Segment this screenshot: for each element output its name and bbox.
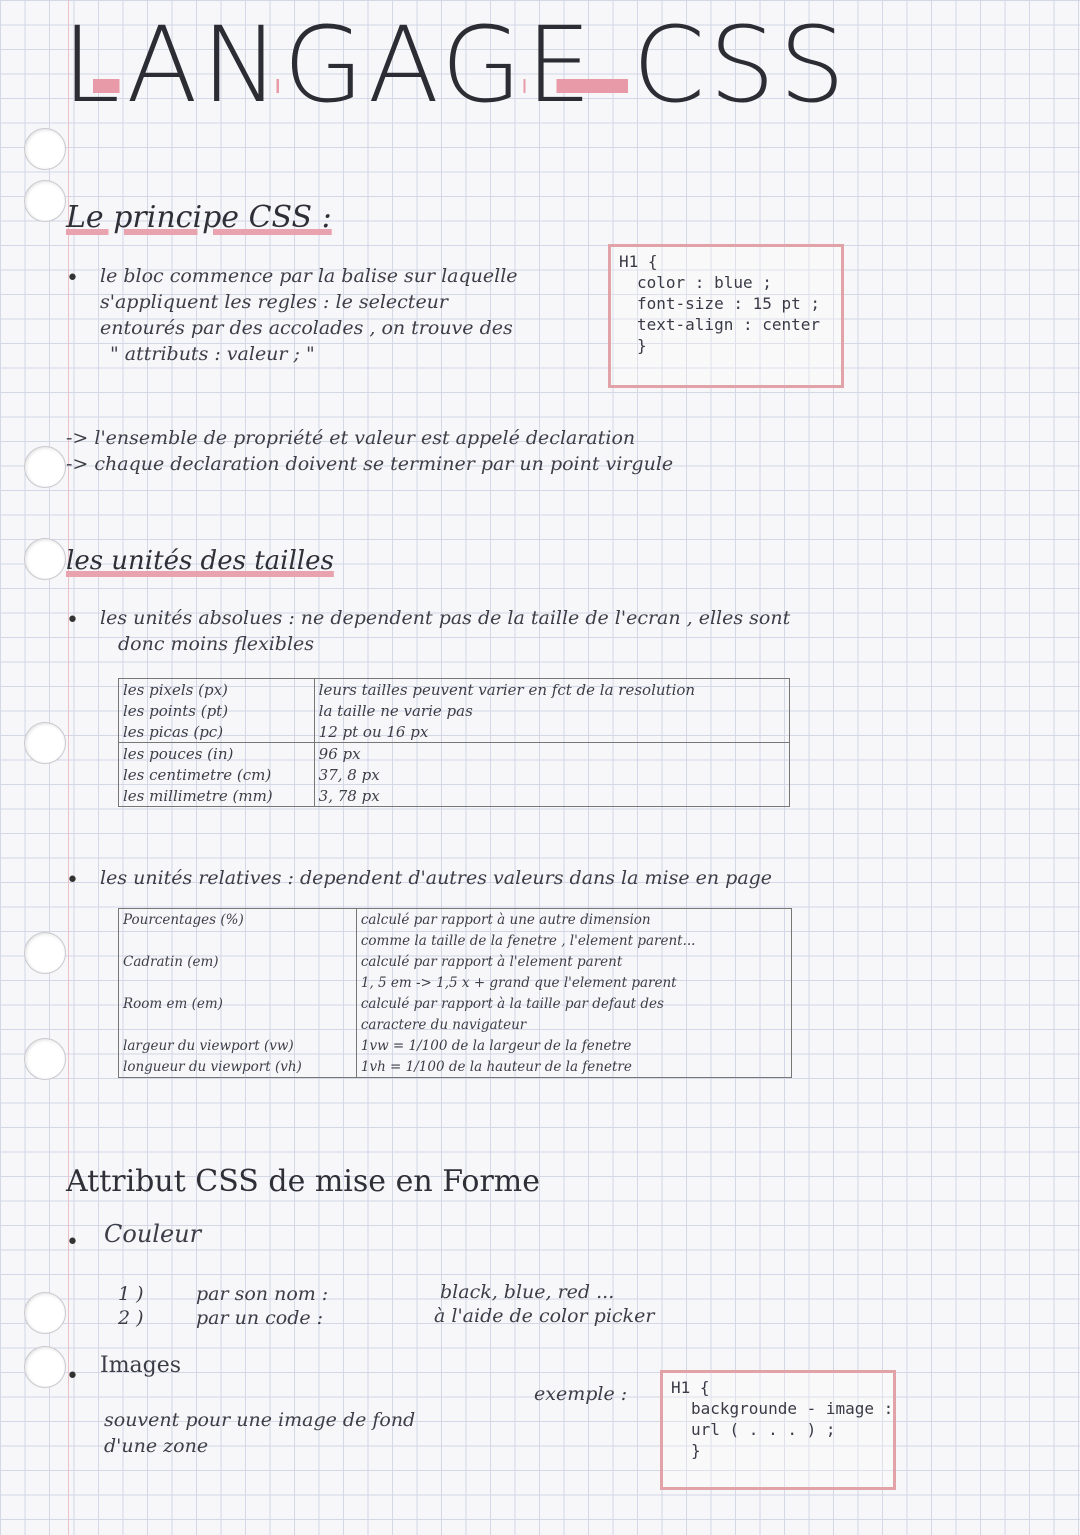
table-row bbox=[119, 1014, 792, 1035]
principe-line-2: s'appliquent les regles : le selecteur bbox=[100, 291, 449, 313]
binder-hole bbox=[24, 1038, 66, 1080]
value-cell: 3, 78 px bbox=[314, 785, 789, 807]
code-line: } bbox=[691, 1441, 701, 1460]
page-title: LANGAGE CSS bbox=[62, 4, 850, 126]
bullet-dot: • bbox=[66, 266, 79, 291]
value-cell: calculé par rapport à l'element parent bbox=[356, 951, 791, 972]
value-cell: 1vw = 1/100 de la largeur de la fenetre bbox=[356, 1035, 791, 1056]
code-line: } bbox=[637, 336, 647, 355]
principe-line-1: le bloc commence par la balise sur laquelle bbox=[100, 265, 518, 287]
code-line: font-size : 15 pt ; bbox=[637, 294, 821, 313]
heading-unites: les unités des tailles bbox=[66, 546, 334, 576]
value-cell: 96 px bbox=[314, 743, 789, 765]
binder-hole bbox=[24, 722, 66, 764]
heading-mise-en-forme: Attribut CSS de mise en Forme bbox=[66, 1164, 540, 1199]
binder-hole bbox=[24, 180, 66, 222]
couleur-item-value: black, blue, red ... bbox=[440, 1281, 615, 1303]
value-cell: 37, 8 px bbox=[314, 764, 789, 785]
relatives-intro: les unités relatives : dependent d'autres valeurs dans la mise en page bbox=[100, 867, 773, 889]
code-line: H1 { bbox=[671, 1378, 710, 1397]
table-row bbox=[119, 909, 792, 931]
code-line: text-align : center bbox=[637, 315, 821, 334]
bullet-dot: • bbox=[66, 1364, 79, 1389]
table-row bbox=[119, 721, 790, 743]
note-point-virgule: -> chaque declaration doivent se terminer par un point virgule bbox=[66, 453, 674, 475]
couleur-item-value: à l'aide de color picker bbox=[434, 1305, 655, 1327]
table-row bbox=[119, 743, 790, 765]
unit-cell bbox=[119, 972, 357, 993]
couleur-item-label: par son nom : bbox=[196, 1283, 329, 1305]
heading-principe: Le principe CSS : bbox=[66, 200, 332, 235]
table-row bbox=[119, 993, 792, 1014]
principe-line-3: entourés par des accolades , on trouve des bbox=[100, 317, 513, 339]
images-text-1: souvent pour une image de fond bbox=[104, 1409, 416, 1431]
table-row bbox=[119, 764, 790, 785]
code-line: url ( . . . ) ; bbox=[691, 1420, 836, 1439]
couleur-item-num: 1 ) bbox=[118, 1283, 144, 1305]
unit-cell: les pouces (in) bbox=[119, 743, 315, 765]
table-row bbox=[119, 972, 792, 993]
images-text-2: d'une zone bbox=[104, 1435, 209, 1457]
value-cell: 12 pt ou 16 px bbox=[314, 721, 789, 743]
unit-cell: Cadratin (em) bbox=[119, 951, 357, 972]
value-cell: calculé par rapport à la taille par defaut des bbox=[356, 993, 791, 1014]
unit-cell bbox=[119, 1014, 357, 1035]
binder-hole bbox=[24, 932, 66, 974]
table-row bbox=[119, 785, 790, 807]
value-cell: 1vh = 1/100 de la hauteur de la fenetre bbox=[356, 1056, 791, 1078]
absolues-intro-2: donc moins flexibles bbox=[118, 633, 315, 655]
unit-cell: longueur du viewport (vh) bbox=[119, 1056, 357, 1078]
principe-line-4: " attributs : valeur ; " bbox=[110, 343, 315, 365]
value-cell: la taille ne varie pas bbox=[314, 700, 789, 721]
binder-hole bbox=[24, 1346, 66, 1388]
code-line: color : blue ; bbox=[637, 273, 772, 292]
table-row bbox=[119, 1035, 792, 1056]
table-row bbox=[119, 700, 790, 721]
unit-cell: les pixels (px) bbox=[119, 679, 315, 701]
unit-cell: les picas (pc) bbox=[119, 721, 315, 743]
unit-cell: Pourcentages (%) bbox=[119, 909, 357, 931]
binder-hole bbox=[24, 446, 66, 488]
absolues-intro-1: les unités absolues : ne dependent pas de la taille de l'ecran , elles sont bbox=[100, 607, 791, 629]
code-example-h1 bbox=[608, 244, 844, 388]
unit-cell: largeur du viewport (vw) bbox=[119, 1035, 357, 1056]
code-line: backgrounde - image : bbox=[691, 1399, 894, 1418]
table-row bbox=[119, 679, 790, 701]
value-cell: calculé par rapport à une autre dimension bbox=[356, 909, 791, 931]
bullet-dot: • bbox=[66, 1230, 79, 1255]
unit-cell: les points (pt) bbox=[119, 700, 315, 721]
table-row bbox=[119, 930, 792, 951]
unit-cell bbox=[119, 930, 357, 951]
note-declaration: -> l'ensemble de propriété et valeur est appelé declaration bbox=[66, 427, 636, 449]
absolues-table bbox=[118, 678, 790, 807]
unit-cell: les millimetre (mm) bbox=[119, 785, 315, 807]
value-cell: leurs tailles peuvent varier en fct de la resolution bbox=[314, 679, 789, 701]
binder-hole bbox=[24, 128, 66, 170]
images-label: Images bbox=[100, 1353, 182, 1378]
bullet-dot: • bbox=[66, 868, 79, 893]
unit-cell: les centimetre (cm) bbox=[119, 764, 315, 785]
unit-cell: Room em (em) bbox=[119, 993, 357, 1014]
code-example-background bbox=[660, 1370, 896, 1490]
code-line: H1 { bbox=[619, 252, 658, 271]
couleur-label: Couleur bbox=[104, 1220, 202, 1248]
exemple-label: exemple : bbox=[534, 1383, 628, 1405]
value-cell: caractere du navigateur bbox=[356, 1014, 791, 1035]
binder-hole bbox=[24, 538, 66, 580]
relatives-table bbox=[118, 908, 792, 1078]
value-cell: 1, 5 em -> 1,5 x + grand que l'element parent bbox=[356, 972, 791, 993]
binder-hole bbox=[24, 1292, 66, 1334]
bullet-dot: • bbox=[66, 608, 79, 633]
table-row bbox=[119, 951, 792, 972]
value-cell: comme la taille de la fenetre , l'element parent... bbox=[356, 930, 791, 951]
couleur-item-num: 2 ) bbox=[118, 1307, 144, 1329]
table-row bbox=[119, 1056, 792, 1078]
couleur-item-label: par un code : bbox=[196, 1307, 324, 1329]
